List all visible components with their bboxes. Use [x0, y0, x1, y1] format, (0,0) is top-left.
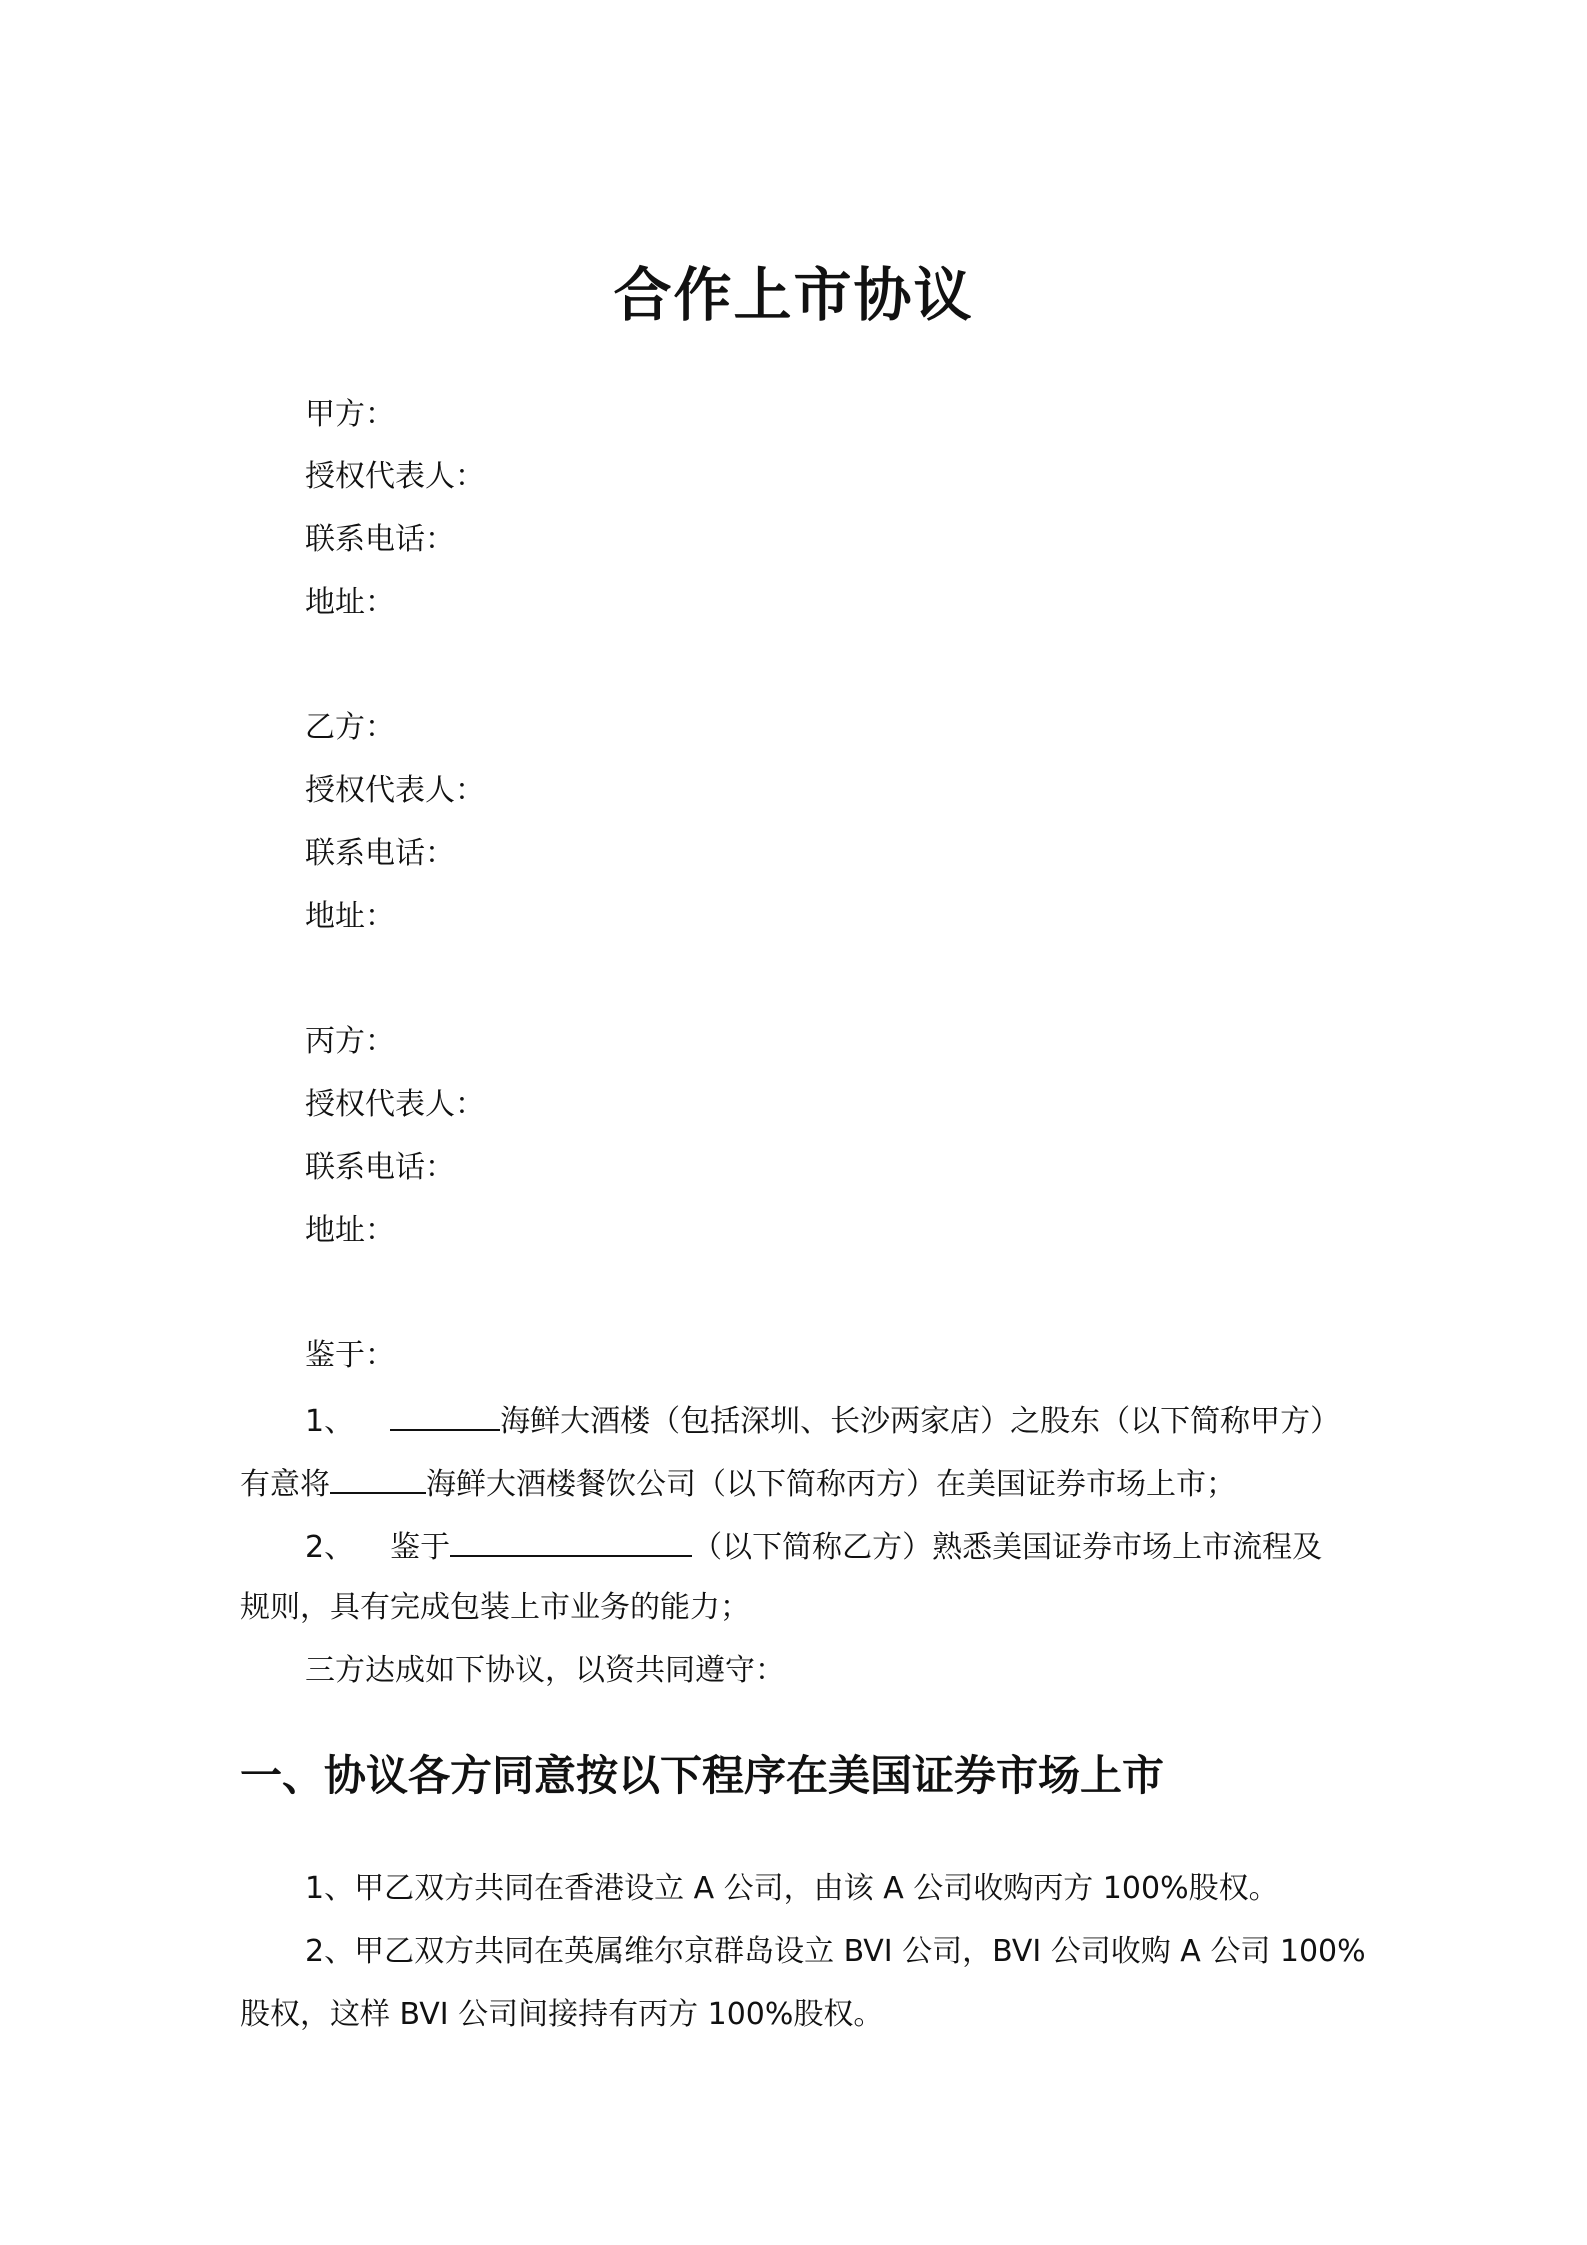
whereas-item-2-a: 鉴于	[390, 1530, 451, 1565]
whereas-item-1-cont-b: 海鲜大酒楼餐饮公司（以下简称丙方）在美国证券市场上市；	[426, 1467, 1236, 1502]
agreement-intro: 三方达成如下协议，以资共同遵守：	[305, 1653, 785, 1688]
whereas-item-2-b: （以下简称乙方）熟悉美国证券市场上市流程及	[692, 1530, 1323, 1565]
party-a-rep: 授权代表人：	[305, 459, 485, 494]
section-1-para-2: 2、甲乙双方共同在英属维尔京群岛设立 BVI 公司，BVI 公司收购 A 公司 100%	[305, 1934, 1366, 1969]
party-c-phone: 联系电话：	[305, 1150, 455, 1185]
party-b-rep: 授权代表人：	[305, 773, 485, 808]
page-title: 合作上市协议	[613, 261, 974, 329]
party-c-label: 丙方：	[305, 1024, 395, 1059]
party-b-label: 乙方：	[305, 710, 395, 745]
party-a-phone: 联系电话：	[305, 522, 455, 557]
whereas-item-1-cont	[240, 1462, 1236, 1505]
whereas-item-1	[305, 1399, 1340, 1442]
blank-field	[450, 1525, 692, 1557]
whereas-item-1-text: 海鲜大酒楼（包括深圳、长沙两家店）之股东（以下简称甲方）	[500, 1404, 1341, 1439]
party-c-address: 地址：	[305, 1213, 395, 1248]
party-c-rep: 授权代表人：	[305, 1087, 485, 1122]
blank-field	[330, 1462, 426, 1494]
section-1-para-2-cont: 股权，这样 BVI 公司间接持有丙方 100%股权。	[240, 1997, 884, 2032]
section-1-heading: 一、协议各方同意按以下程序在美国证券市场上市	[240, 1751, 1165, 1800]
party-b-phone: 联系电话：	[305, 836, 455, 871]
whereas-item-1-cont-a: 有意将	[240, 1467, 330, 1502]
item-number: 2、	[305, 1530, 355, 1565]
whereas-heading: 鉴于：	[305, 1338, 395, 1373]
blank-field	[390, 1399, 500, 1431]
whereas-item-2	[305, 1525, 1322, 1568]
party-a-label: 甲方：	[305, 397, 395, 432]
section-1-para-1: 1、甲乙双方共同在香港设立 A 公司，由该 A 公司收购丙方 100%股权。	[305, 1871, 1279, 1906]
whereas-item-2-cont: 规则，具有完成包装上市业务的能力；	[240, 1590, 750, 1625]
item-number: 1、	[305, 1404, 355, 1439]
party-b-address: 地址：	[305, 899, 395, 934]
party-a-address: 地址：	[305, 585, 395, 620]
